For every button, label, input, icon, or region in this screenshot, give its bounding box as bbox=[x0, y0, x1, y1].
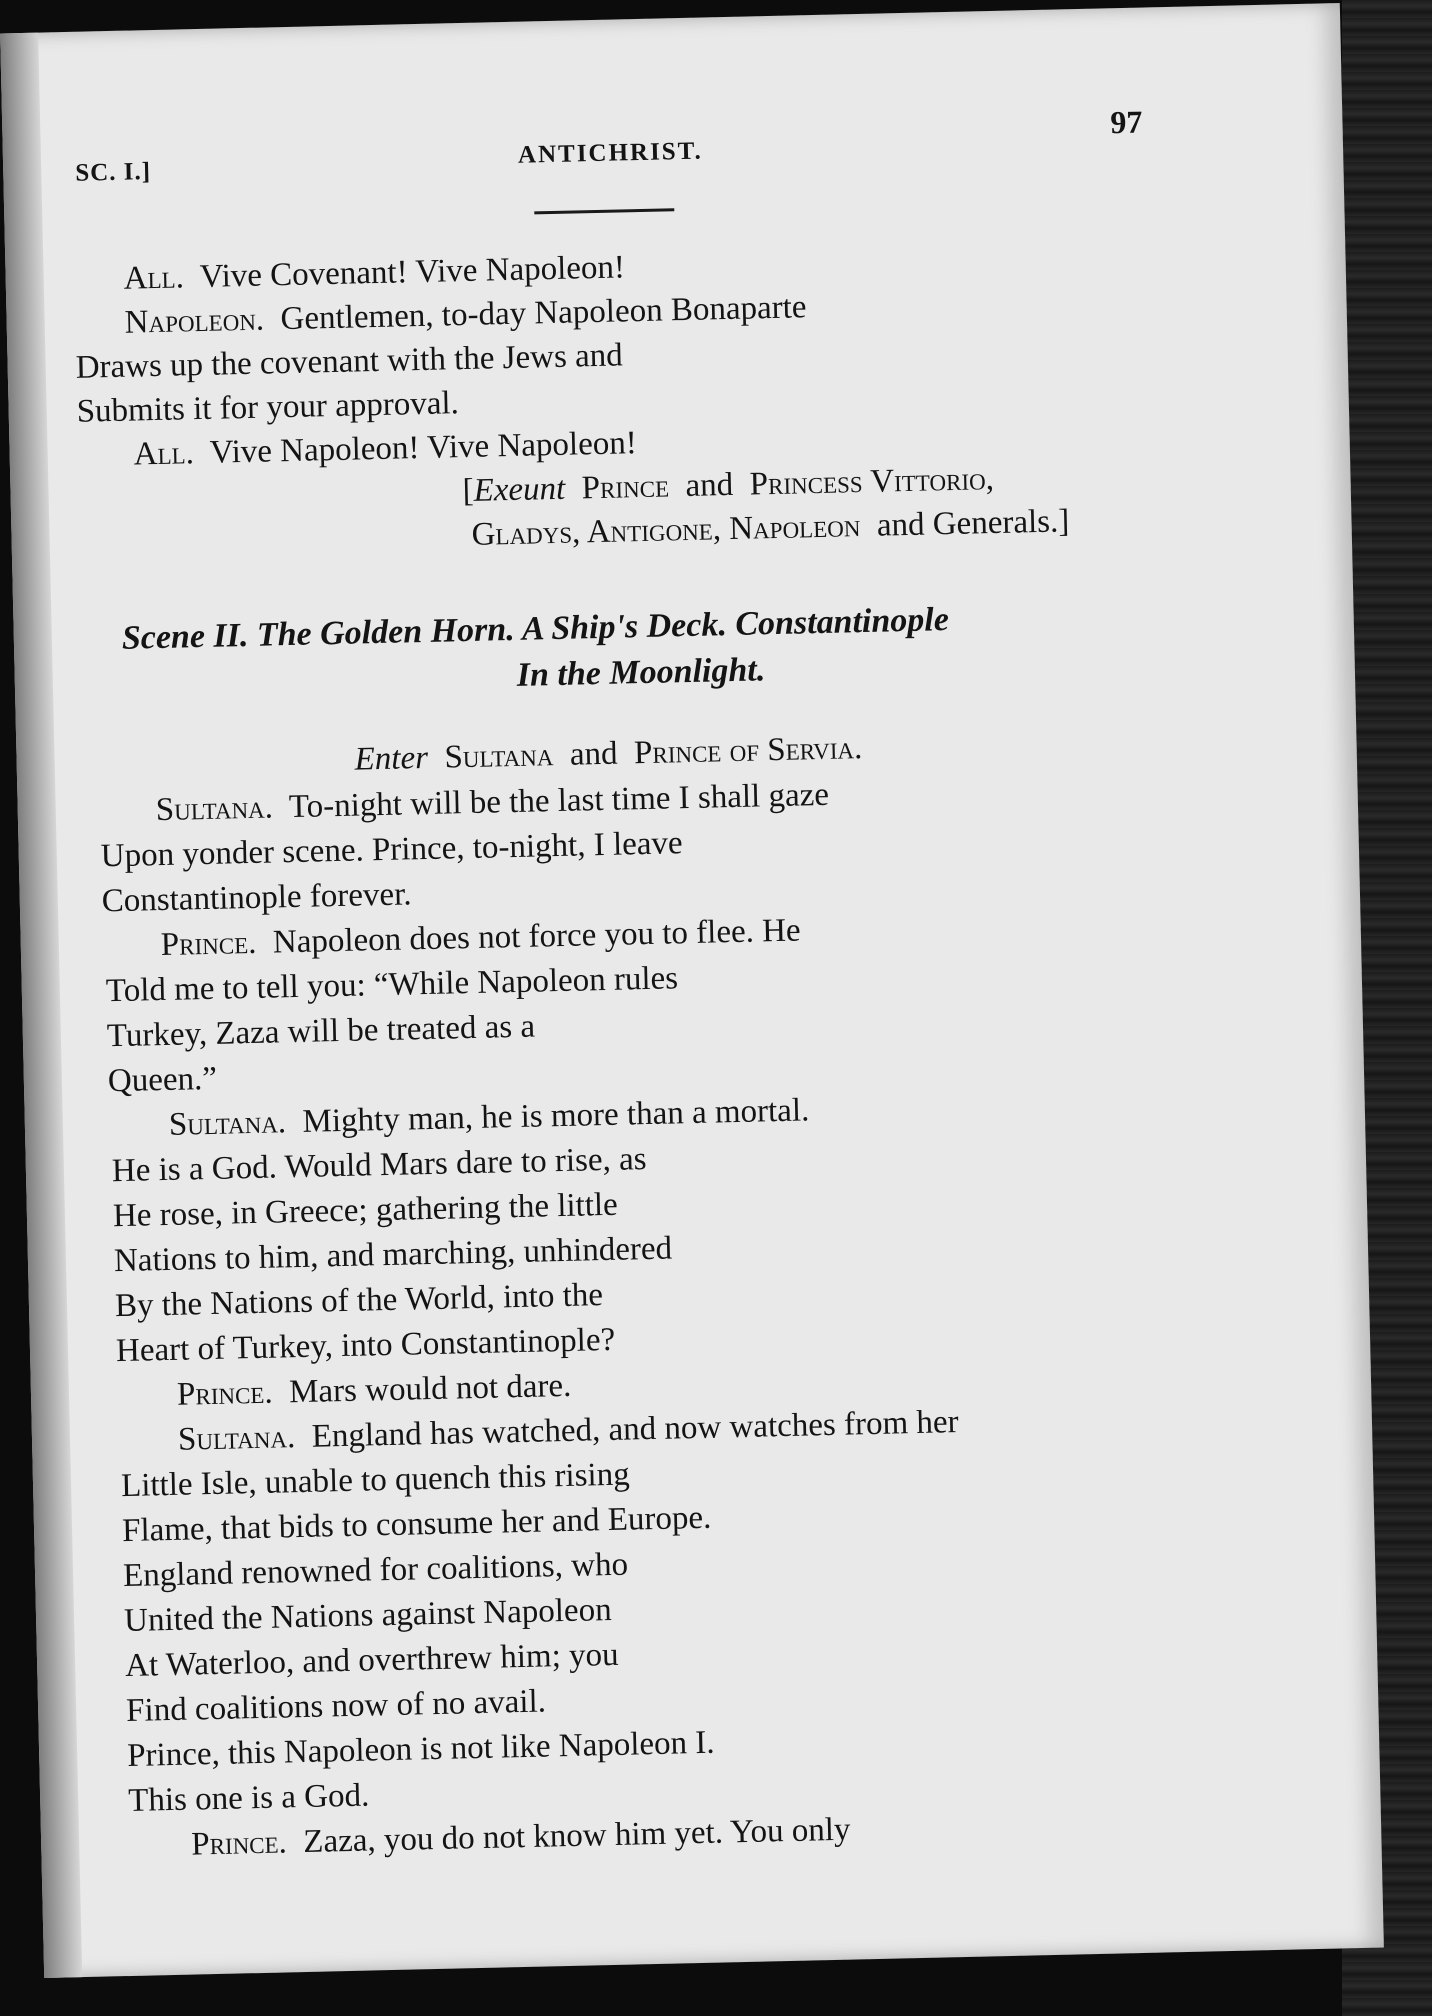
running-title: ANTICHRIST. bbox=[517, 137, 704, 169]
line-text: Submits it for your approval. bbox=[76, 385, 460, 430]
speaker-name: Napoleon. bbox=[124, 301, 265, 341]
scene-heading-line: In the Moonlight. bbox=[516, 651, 766, 694]
line-text: Nations to him, and marching, unhindered bbox=[113, 1230, 673, 1280]
line-text: Queen.” bbox=[107, 1060, 218, 1100]
speaker-name: Sultana. bbox=[177, 1419, 296, 1458]
line-text: Little Isle, unable to quench this rising bbox=[120, 1456, 631, 1505]
bracket: [ bbox=[462, 472, 475, 510]
character-name: Prince of Servia. bbox=[633, 730, 863, 772]
line-text: Find coalitions now of no avail. bbox=[125, 1683, 547, 1730]
scene-heading-line: Scene II. The Golden Horn. A Ship's Deck. Constantinople bbox=[121, 601, 950, 657]
speaker-name: Sultana. bbox=[168, 1104, 287, 1143]
line-text: To-night will be the last time I shall gaze bbox=[288, 776, 830, 826]
line-text: Heart of Turkey, into Constantinople? bbox=[115, 1321, 616, 1370]
speaker-name: Prince. bbox=[190, 1824, 288, 1863]
line-text: Constantinople forever. bbox=[101, 876, 412, 920]
line-text: Told me to tell you: “While Napoleon rules bbox=[105, 960, 679, 1010]
enter-word: Enter bbox=[354, 739, 429, 778]
speaker-name: Prince. bbox=[160, 924, 257, 964]
line-text: Mars would not dare. bbox=[288, 1367, 572, 1411]
line-text: He is a God. Would Mars dare to rise, as bbox=[111, 1141, 647, 1190]
page-number: 97 bbox=[1110, 103, 1143, 141]
page-text bbox=[0, 3, 1384, 1978]
character-names: Gladys, Antigone, Napoleon bbox=[471, 508, 861, 553]
line-text: Gentlemen, to-day Napoleon Bonaparte bbox=[280, 289, 807, 338]
line-text: Zaza, you do not know him yet. You only bbox=[302, 1811, 851, 1861]
line-text: At Waterloo, and overthrew him; you bbox=[124, 1636, 619, 1685]
line-text: England renowned for coalitions, who bbox=[122, 1546, 629, 1595]
line-text: England has watched, and now watches from her bbox=[311, 1404, 959, 1455]
line-text: Turkey, Zaza will be treated as a bbox=[106, 1008, 536, 1055]
speaker-name: All. bbox=[123, 259, 185, 297]
direction-text: and Generals.] bbox=[876, 503, 1070, 544]
exeunt-word: Exeunt bbox=[473, 470, 566, 509]
conjunction: and bbox=[685, 466, 734, 505]
line-text: United the Nations against Napoleon bbox=[123, 1591, 613, 1640]
line-text: Flame, that bids to consume her and Europe. bbox=[121, 1499, 712, 1550]
character-name: Princess Vittorio, bbox=[749, 461, 995, 503]
line-text: He rose, in Greece; gathering the little bbox=[112, 1186, 619, 1235]
line-text: This one is a God. bbox=[127, 1777, 370, 1819]
line-text: By the Nations of the World, into the bbox=[114, 1277, 604, 1325]
character-name: Prince bbox=[581, 468, 670, 507]
speaker-name: All. bbox=[133, 435, 195, 473]
line-text: Mighty man, he is more than a mortal. bbox=[302, 1092, 810, 1140]
character-name: Sultana bbox=[444, 737, 554, 776]
header-rule bbox=[534, 208, 674, 214]
speaker-name: Prince. bbox=[176, 1374, 274, 1413]
conjunction: and bbox=[569, 735, 618, 773]
book-page bbox=[0, 3, 1384, 1978]
line-text: Napoleon does not force you to flee. He bbox=[272, 912, 802, 961]
line-text: Vive Covenant! Vive Napoleon! bbox=[199, 249, 626, 295]
line-text: Draws up the covenant with the Jews and bbox=[75, 337, 624, 386]
line-text: Upon yonder scene. Prince, to-night, I leave bbox=[100, 825, 683, 875]
speaker-name: Sultana. bbox=[155, 789, 274, 829]
line-text: Prince, this Napoleon is not like Napoleon I. bbox=[126, 1724, 715, 1775]
section-reference: SC. I.] bbox=[74, 158, 152, 187]
line-text: Vive Napoleon! Vive Napoleon! bbox=[209, 425, 638, 471]
